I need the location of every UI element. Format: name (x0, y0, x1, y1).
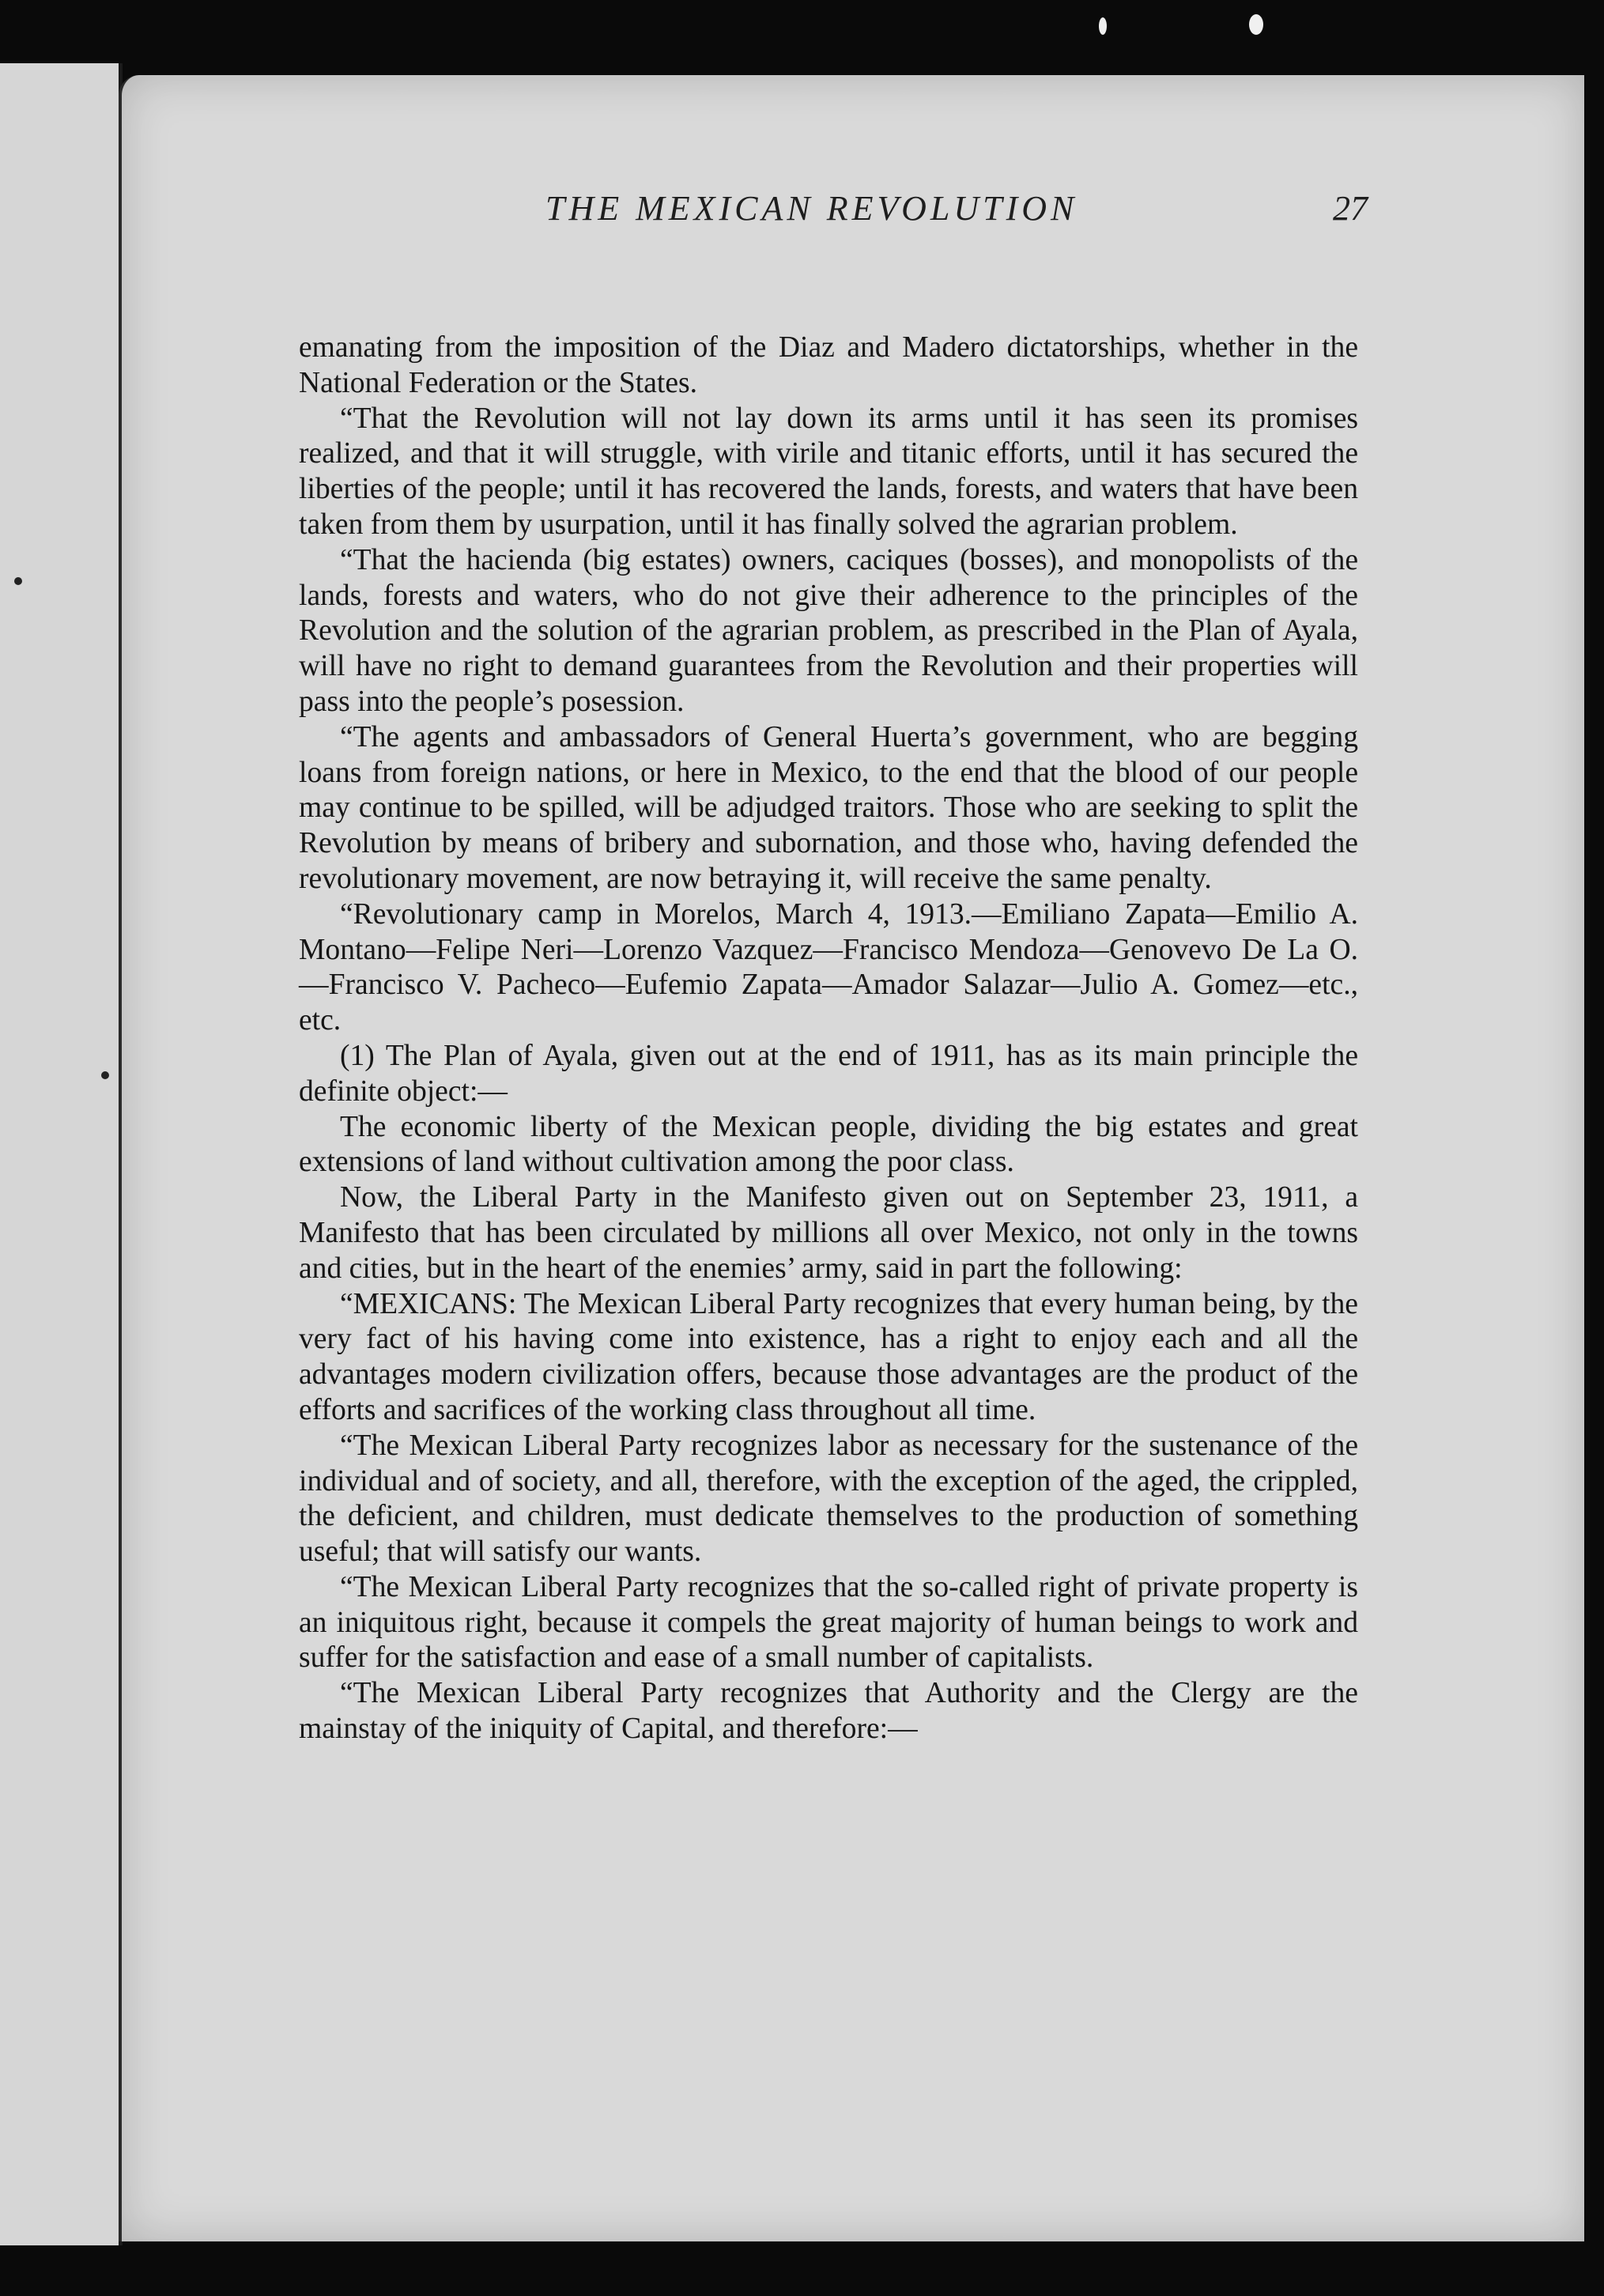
paragraph: Now, the Liberal Party in the Manifesto given out on September 23, 1911, a Manifesto that has been circulated by millions all over Mexico, not only in the towns and cities, but in the heart of the enemies’ army, said in part the following: (299, 1181, 1358, 1285)
running-head: THE MEXICAN REVOLUTION (545, 189, 1078, 228)
paragraph: “That the Revolution will not lay down its arms until it has seen its promises realized, and that it will struggle, with virile and titanic efforts, until it has secured the liberties of the people; until it has recovered the lands, forests, and waters that have been taken from them by usurpation, until it has finally solved the agrarian problem. (299, 402, 1358, 541)
margin-dot (14, 577, 22, 585)
paragraph: “The agents and ambassadors of General Huerta’s government, who are begging loans from foreign nations, or here in Mexico, to the end that the blood of our people may continue to be spilled, will be adjudged traitors. Those who are seeking to split the Revolution by means of bribery and subornation, and those who, having defended the revolutionary movement, are now betraying it, will receive the same penalty. (299, 720, 1358, 895)
film-speck (1099, 17, 1107, 35)
left-page-edge (0, 63, 123, 2245)
paragraph: (1) The Plan of Ayala, given out at the end of 1911, has as its main principle the definite object:— (299, 1039, 1358, 1108)
margin-dot (101, 1071, 109, 1079)
paragraph: The economic liberty of the Mexican people, dividing the big estates and great extensions of land without cultivation among the poor class. (299, 1110, 1358, 1179)
page-header (419, 188, 1368, 236)
paragraph: “Revolutionary camp in Morelos, March 4, 1913.—Emiliano Zapata—Emilio A. Montano—Felipe Neri—Lorenzo Vazquez—Francisco Mendoza—Genovevo De La O.—Francisco V. Pacheco—Eufemio Zapata—Amador Salazar—Julio A. Gomez—etc., etc. (299, 897, 1358, 1037)
paragraph: “That the hacienda (big estates) owners, caciques (bosses), and monopolists of the lands, forests and waters, who do not give their adherence to the principles of the Revolution and the solution of the agrarian problem, as prescribed in the Plan of Ayala, will have no right to demand guarantees from the Revolution and their properties will pass into the people’s posession. (299, 543, 1358, 718)
paragraph: “The Mexican Liberal Party recognizes that Authority and the Clergy are the mainstay of the iniquity of Capital, and therefore:— (299, 1677, 1358, 1746)
paragraph: “The Mexican Liberal Party recognizes that the so-called right of private property is an iniquitous right, because it compels the great majority of human beings to work and suffer for the satisfaction and ease of a small number of capitalists. (299, 1570, 1358, 1675)
paragraph: “MEXICANS: The Mexican Liberal Party recognizes that every human being, by the very fact of his having come into existence, has a right to enjoy each and all the advantages modern civilization offers, because those advantages are the product of the efforts and sacrifices of the working class throughout all time. (299, 1287, 1358, 1426)
body-text (299, 330, 1358, 1747)
page-number: 27 (1333, 189, 1368, 228)
film-speck (1249, 14, 1263, 35)
paragraph: “The Mexican Liberal Party recognizes labor as necessary for the sustenance of the individual and of society, and all, therefore, with the exception of the aged, the crippled, the deficient, and children, must dedicate themselves to the production of something useful; that will satisfy our wants. (299, 1429, 1358, 1569)
paragraph: emanating from the imposition of the Diaz and Madero dictatorships, whether in the National Federation or the States. (299, 331, 1358, 399)
